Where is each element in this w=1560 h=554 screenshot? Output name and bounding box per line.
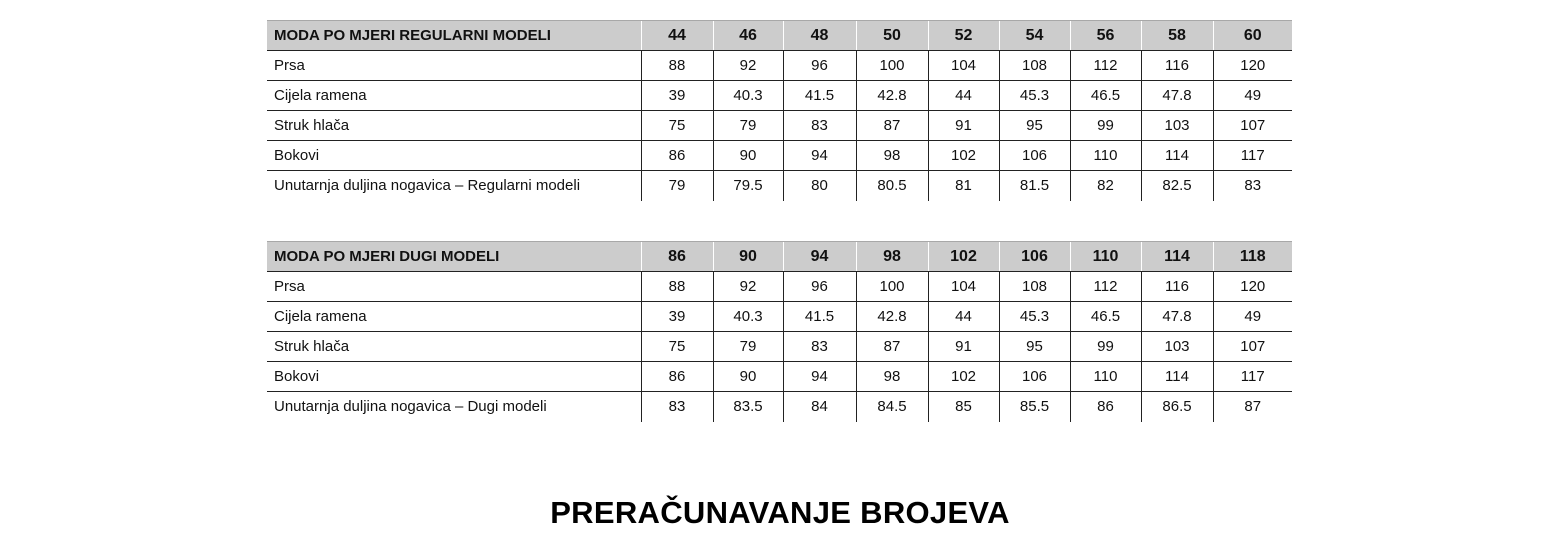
table-cell: 103 (1141, 332, 1213, 362)
table-cell: 117 (1213, 141, 1292, 171)
table-row (267, 302, 1292, 332)
table-cell: 107 (1213, 111, 1292, 141)
table-cell: 40.3 (713, 302, 783, 332)
size-header: 50 (856, 21, 928, 51)
size-header: 94 (783, 242, 856, 272)
table-cell: 117 (1213, 362, 1292, 392)
table-header (267, 242, 1292, 272)
row-label: Prsa (267, 272, 641, 302)
size-header: 54 (999, 21, 1070, 51)
size-header: 44 (641, 21, 713, 51)
table-cell: 79 (641, 171, 713, 201)
table-cell: 83 (641, 392, 713, 422)
table-cell: 92 (713, 272, 783, 302)
table-cell: 104 (928, 272, 999, 302)
table-cell: 114 (1141, 362, 1213, 392)
table-cell: 92 (713, 51, 783, 81)
table-cell: 87 (856, 111, 928, 141)
table-cell: 104 (928, 51, 999, 81)
table-cell: 91 (928, 111, 999, 141)
table-cell: 83 (783, 111, 856, 141)
table-cell: 107 (1213, 332, 1292, 362)
table-cell: 103 (1141, 111, 1213, 141)
size-header: 60 (1213, 21, 1292, 51)
table-body (267, 51, 1292, 201)
table-row (267, 81, 1292, 111)
table-row (267, 51, 1292, 81)
table-cell: 91 (928, 332, 999, 362)
size-header: 86 (641, 242, 713, 272)
header-row (267, 242, 1292, 272)
table-cell: 98 (856, 141, 928, 171)
row-label: Prsa (267, 51, 641, 81)
table-cell: 102 (928, 141, 999, 171)
size-header: 102 (928, 242, 999, 272)
table-cell: 88 (641, 51, 713, 81)
table-row (267, 272, 1292, 302)
table-row (267, 332, 1292, 362)
table-cell: 79 (713, 332, 783, 362)
table-row (267, 171, 1292, 201)
header-row (267, 21, 1292, 51)
table-cell: 75 (641, 111, 713, 141)
size-header: 52 (928, 21, 999, 51)
table-cell: 108 (999, 272, 1070, 302)
table-cell: 102 (928, 362, 999, 392)
table-cell: 86 (641, 362, 713, 392)
table-cell: 94 (783, 141, 856, 171)
table-cell: 86 (1070, 392, 1141, 422)
table-row (267, 141, 1292, 171)
table-row (267, 111, 1292, 141)
table-cell: 98 (856, 362, 928, 392)
table-cell: 112 (1070, 272, 1141, 302)
size-header: 90 (713, 242, 783, 272)
table-cell: 114 (1141, 141, 1213, 171)
table-cell: 83.5 (713, 392, 783, 422)
table-cell: 94 (783, 362, 856, 392)
table-header (267, 21, 1292, 51)
size-header: 56 (1070, 21, 1141, 51)
size-table-long (267, 241, 1292, 422)
size-header: 46 (713, 21, 783, 51)
row-label: Cijela ramena (267, 81, 641, 111)
table-cell: 82 (1070, 171, 1141, 201)
size-header: 98 (856, 242, 928, 272)
table-cell: 88 (641, 272, 713, 302)
table-cell: 112 (1070, 51, 1141, 81)
table-cell: 96 (783, 272, 856, 302)
table-cell: 120 (1213, 51, 1292, 81)
table-cell: 96 (783, 51, 856, 81)
table-cell: 46.5 (1070, 81, 1141, 111)
table-cell: 95 (999, 332, 1070, 362)
table-cell: 83 (1213, 171, 1292, 201)
size-table-regular (267, 20, 1292, 201)
size-header: 118 (1213, 242, 1292, 272)
table-cell: 84.5 (856, 392, 928, 422)
table-cell: 46.5 (1070, 302, 1141, 332)
table-cell: 84 (783, 392, 856, 422)
row-label: Struk hlača (267, 332, 641, 362)
table-cell: 83 (783, 332, 856, 362)
table-cell: 95 (999, 111, 1070, 141)
table-row (267, 392, 1292, 422)
table-cell: 99 (1070, 332, 1141, 362)
size-header: 48 (783, 21, 856, 51)
table-cell: 116 (1141, 272, 1213, 302)
table-title: MODA PO MJERI DUGI MODELI (267, 242, 641, 272)
table-cell: 45.3 (999, 81, 1070, 111)
table-cell: 79.5 (713, 171, 783, 201)
row-label: Bokovi (267, 362, 641, 392)
table-cell: 108 (999, 51, 1070, 81)
table-cell: 81.5 (999, 171, 1070, 201)
row-label: Bokovi (267, 141, 641, 171)
table-body (267, 272, 1292, 422)
table-cell: 75 (641, 332, 713, 362)
size-header: 58 (1141, 21, 1213, 51)
size-header: 110 (1070, 242, 1141, 272)
table-cell: 47.8 (1141, 81, 1213, 111)
table-cell: 100 (856, 272, 928, 302)
size-header: 114 (1141, 242, 1213, 272)
row-label: Cijela ramena (267, 302, 641, 332)
table-cell: 80.5 (856, 171, 928, 201)
table-cell: 42.8 (856, 81, 928, 111)
table-cell: 80 (783, 171, 856, 201)
table-cell: 85.5 (999, 392, 1070, 422)
table-cell: 87 (856, 332, 928, 362)
table-cell: 120 (1213, 272, 1292, 302)
table-cell: 41.5 (783, 81, 856, 111)
section-title: PRERAČUNAVANJE BROJEVA (550, 495, 1010, 530)
table-cell: 44 (928, 302, 999, 332)
table-row (267, 362, 1292, 392)
table-cell: 86 (641, 141, 713, 171)
table-cell: 47.8 (1141, 302, 1213, 332)
table-cell: 99 (1070, 111, 1141, 141)
table-cell: 90 (713, 362, 783, 392)
table-cell: 41.5 (783, 302, 856, 332)
table-cell: 40.3 (713, 81, 783, 111)
table-cell: 81 (928, 171, 999, 201)
size-header: 106 (999, 242, 1070, 272)
table-cell: 116 (1141, 51, 1213, 81)
table-cell: 110 (1070, 362, 1141, 392)
table-cell: 39 (641, 81, 713, 111)
table-cell: 100 (856, 51, 928, 81)
table-cell: 79 (713, 111, 783, 141)
table-cell: 82.5 (1141, 171, 1213, 201)
table-cell: 90 (713, 141, 783, 171)
table-cell: 85 (928, 392, 999, 422)
table-cell: 86.5 (1141, 392, 1213, 422)
row-label: Struk hlača (267, 111, 641, 141)
table-cell: 42.8 (856, 302, 928, 332)
table-cell: 39 (641, 302, 713, 332)
table-cell: 110 (1070, 141, 1141, 171)
table-cell: 44 (928, 81, 999, 111)
table-cell: 49 (1213, 302, 1292, 332)
table-cell: 106 (999, 362, 1070, 392)
table-cell: 87 (1213, 392, 1292, 422)
table-title: MODA PO MJERI REGULARNI MODELI (267, 21, 641, 51)
table-cell: 106 (999, 141, 1070, 171)
row-label: Unutarnja duljina nogavica – Regularni modeli (274, 177, 581, 195)
row-label: Unutarnja duljina nogavica – Dugi modeli (274, 398, 547, 416)
table-cell: 49 (1213, 81, 1292, 111)
table-cell: 45.3 (999, 302, 1070, 332)
